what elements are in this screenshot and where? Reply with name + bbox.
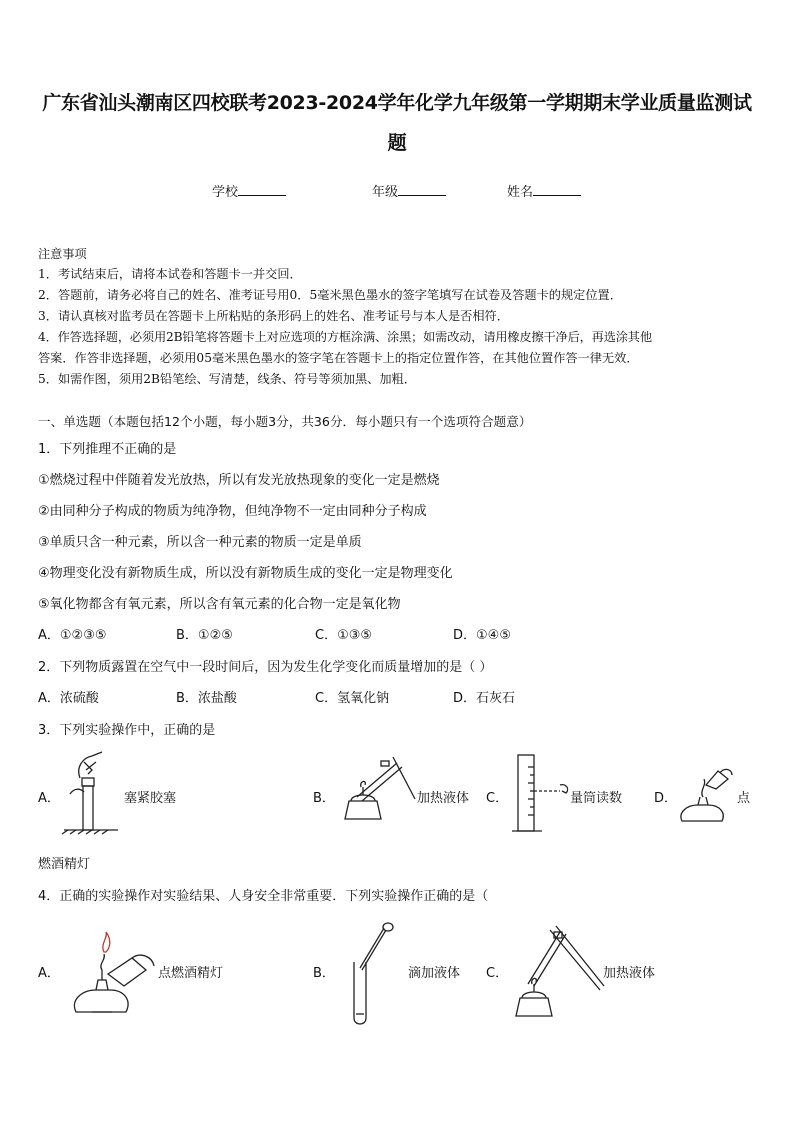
name-label: 姓名: [507, 185, 534, 200]
option-a[interactable]: A．浓硫酸: [38, 691, 99, 706]
option-c[interactable]: C．氢氧化钠: [315, 691, 390, 706]
name-blank[interactable]: [533, 183, 581, 196]
note-item: 3．请认真核对监考员在答题卡上所粘贴的条形码上的姓名、准考证号与本人是否相符．: [38, 309, 509, 323]
option-c-label: 加热液体: [603, 966, 656, 981]
option-d[interactable]: D．石灰石: [453, 691, 516, 706]
option-a-label: 塞紧胶塞: [124, 791, 177, 806]
option-d[interactable]: D．: [654, 791, 678, 806]
note-item: 4．作答选择题，必须用2B铅笔将答题卡上对应选项的方框涂满、涂黑；如需改动，请用橡皮擦干净后，再选涂其他: [38, 330, 652, 344]
grade-field[interactable]: [372, 181, 446, 200]
question-stem: 1．下列推理不正确的是: [38, 442, 177, 457]
option-a[interactable]: A．①②③⑤: [38, 628, 107, 643]
notes-heading: 注意事项: [38, 247, 87, 261]
option-a[interactable]: A．: [38, 791, 60, 806]
option-b-label: 加热液体: [417, 791, 470, 806]
school-label: 学校: [212, 185, 239, 200]
section-heading: 一、单选题（本题包括12个小题，每小题3分，共36分．每小题只有一个选项符合题意）: [38, 414, 532, 429]
stopper-tube-figure: [62, 748, 132, 834]
question-stem: 4．正确的实验操作对实验结果、人身安全非常重要．下列实验操作正确的是（: [38, 889, 489, 904]
grade-blank[interactable]: [398, 183, 446, 196]
option-c[interactable]: C．: [486, 966, 509, 981]
school-blank[interactable]: [238, 183, 286, 196]
statement: ③单质只含一种元素，所以含一种元素的物质一定是单质: [38, 535, 362, 550]
note-item: 答案．作答非选择题，必须用05毫米黑色墨水的签字笔在答题卡上的指定位置作答，在其他位置作答一律无效．: [38, 351, 639, 365]
option-c[interactable]: C．①③⑤: [315, 628, 373, 643]
option-b[interactable]: B．浓盐酸: [176, 691, 237, 706]
graduated-cylinder-figure: [510, 753, 570, 835]
option-b-label: 滴加液体: [408, 966, 461, 981]
note-item: 1．考试结束后，请将本试卷和答题卡一并交回．: [38, 267, 302, 281]
option-b[interactable]: B．: [313, 966, 335, 981]
note-item: 5．如需作图，须用2B铅笔绘、写清楚，线条、符号等须加黑、加粗．: [38, 372, 416, 386]
option-a-label: 点燃酒精灯: [158, 966, 224, 981]
heat-test-tube-figure: [510, 922, 606, 1022]
option-b[interactable]: B．①②⑤: [176, 628, 233, 643]
question-stem: 2．下列物质露置在空气中一段时间后，因为发生化学变化而质量增加的是（ ）: [38, 660, 493, 675]
school-field[interactable]: [212, 181, 286, 200]
option-c-label: 量筒读数: [570, 791, 623, 806]
option-a[interactable]: A．: [38, 966, 60, 981]
option-d-label: 点: [737, 791, 751, 806]
question-stem: 3．下列实验操作中，正确的是: [38, 723, 216, 738]
grade-label: 年级: [372, 185, 399, 200]
option-c[interactable]: C．: [486, 791, 509, 806]
statement: ⑤氧化物都含有氧元素，所以含有氧元素的化合物一定是氧化物: [38, 597, 401, 612]
option-b[interactable]: B．: [313, 791, 335, 806]
dropper-tube-figure: [348, 922, 398, 1028]
alcohol-lamp-figure: [676, 765, 738, 827]
statement: ①燃烧过程中伴随着发光放热，所以有发光放热现象的变化一定是燃烧: [38, 473, 440, 488]
statement: ④物理变化没有新物质生成，所以没有新物质生成的变化一定是物理变化: [38, 566, 453, 581]
page-title: 广东省汕头潮南区四校联考2023-2024学年化学九年级第一学期期末学业质量监测试: [42, 92, 752, 114]
heat-liquid-figure: [337, 757, 417, 829]
option-d-label-continuation: 燃酒精灯: [38, 857, 91, 872]
note-item: 2．答题前，请务必将自己的姓名、准考证号用0．5毫米黑色墨水的签字笔填写在试卷及答题卡的规定位置．: [38, 288, 622, 302]
light-alcohol-lamp-figure: [70, 930, 160, 1018]
option-d[interactable]: D．①④⑤: [453, 628, 511, 643]
page-title-continuation: 题: [387, 132, 407, 154]
statement: ②由同种分子构成的物质为纯净物，但纯净物不一定由同种分子构成: [38, 504, 427, 519]
name-field[interactable]: [507, 181, 581, 200]
